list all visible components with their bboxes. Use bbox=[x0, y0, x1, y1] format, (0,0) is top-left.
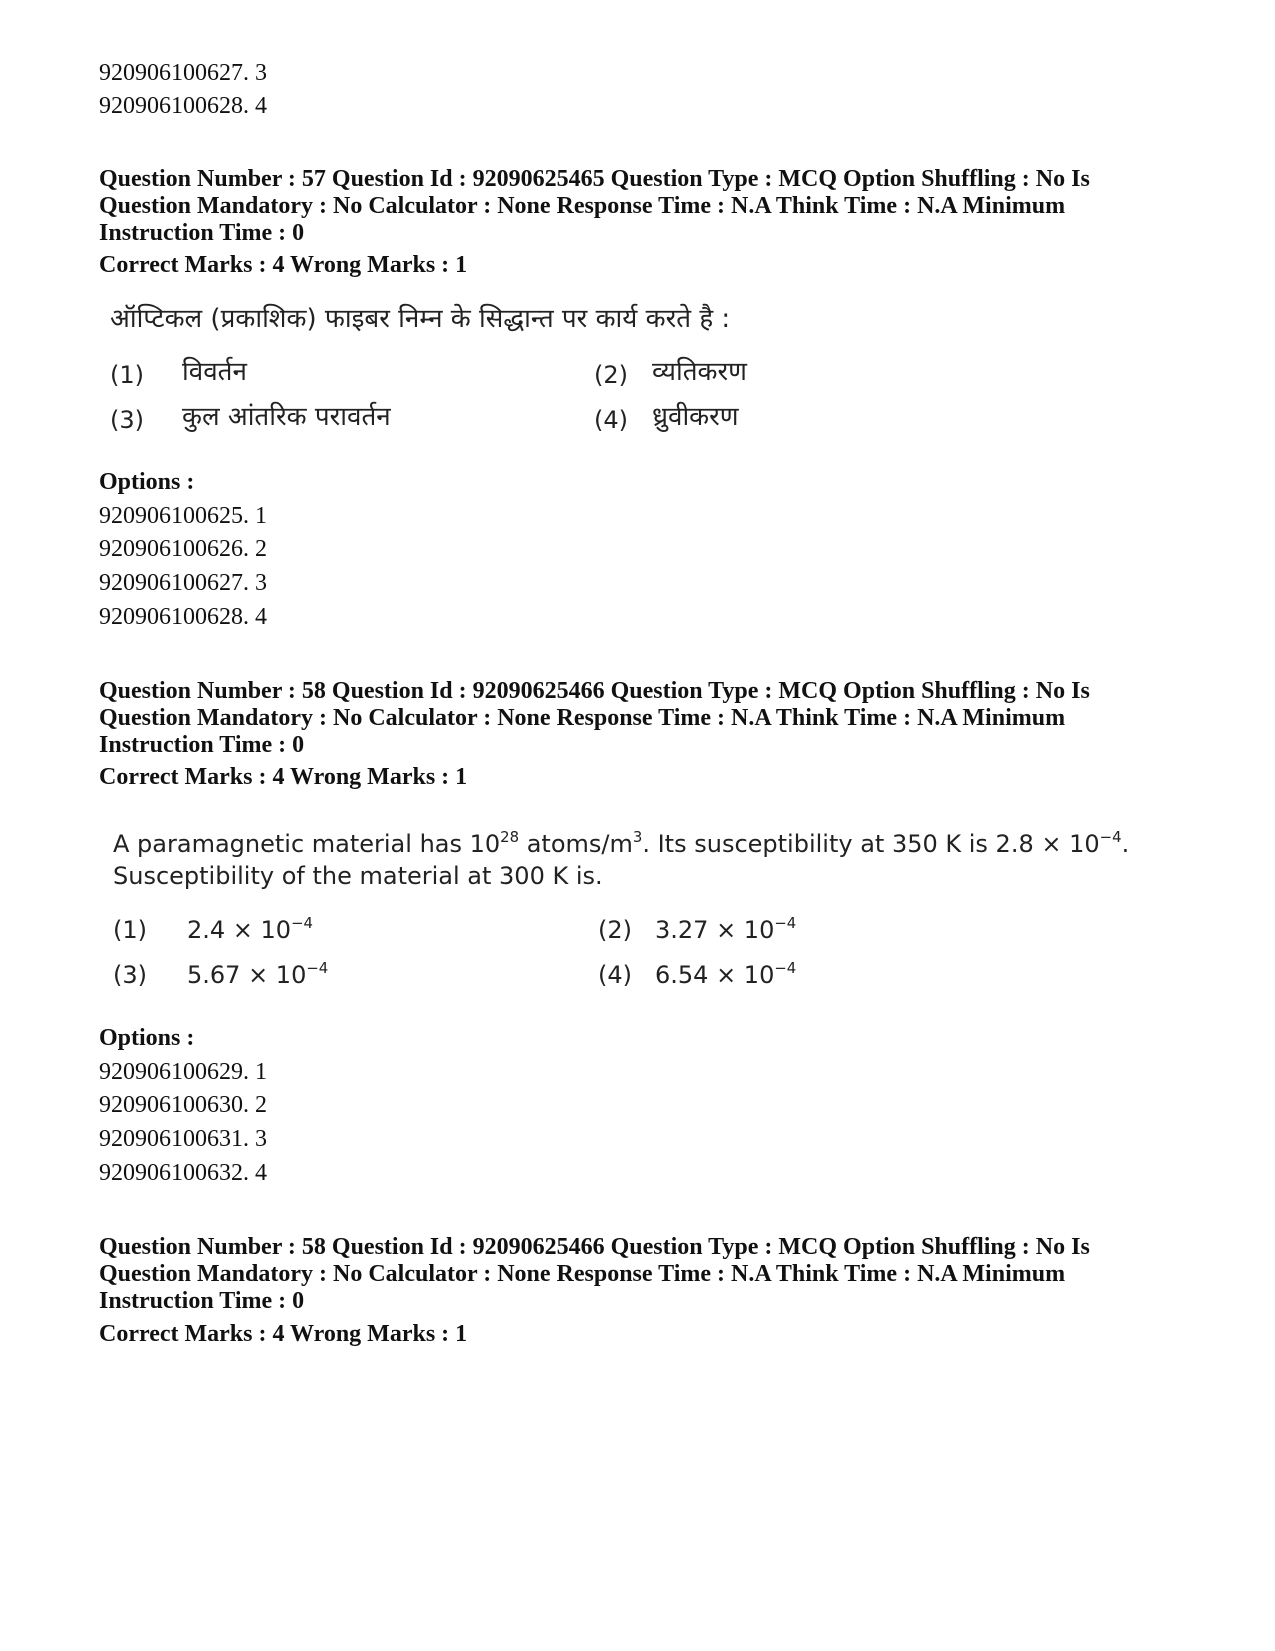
question-58-line1-pre: A paramagnetic material has 10 bbox=[113, 830, 501, 858]
option-line: 920906100626. 2 bbox=[99, 536, 267, 562]
question-57-meta-line3: Instruction Time : 0 bbox=[99, 220, 305, 246]
option-line: 920906100630. 2 bbox=[99, 1092, 267, 1118]
exponent: 3 bbox=[632, 827, 643, 846]
exponent: −4 bbox=[774, 958, 797, 977]
choice-number: (4) bbox=[598, 961, 632, 989]
question-58-line1-post: . Its susceptibility at 350 K is 2.8 × 10 bbox=[642, 830, 1100, 858]
question-58-meta-line2: Question Mandatory : No Calculator : None Response Time : N.A Think Time : N.A Minimum bbox=[99, 705, 1066, 731]
question-58-marks: Correct Marks : 4 Wrong Marks : 1 bbox=[99, 764, 468, 790]
option-line: 920906100627. 3 bbox=[99, 570, 267, 596]
choice-number: (1) bbox=[113, 916, 147, 944]
question-58-meta-line3: Instruction Time : 0 bbox=[99, 732, 305, 758]
choice-base: 2.4 × 10 bbox=[187, 916, 292, 944]
choice-text: ध्रुवीकरण bbox=[652, 402, 739, 432]
options-label: Options : bbox=[99, 1025, 195, 1051]
choice-math bbox=[655, 959, 796, 991]
question-57-text: ऑप्टिकल (प्रकाशिक) फाइबर निम्न के सिद्धान्त पर कार्य करते है : bbox=[110, 304, 731, 334]
choice-math bbox=[187, 914, 313, 946]
option-line: 920906100625. 1 bbox=[99, 503, 267, 529]
choice-number: (3) bbox=[113, 961, 147, 989]
question-58-repeat-meta-line3: Instruction Time : 0 bbox=[99, 1288, 305, 1314]
question-58-repeat-meta-line2: Question Mandatory : No Calculator : None Response Time : N.A Think Time : N.A Minimum bbox=[99, 1261, 1066, 1287]
question-58-line1-mid: atoms/m bbox=[519, 830, 633, 858]
choice-text: व्यतिकरण bbox=[652, 357, 747, 387]
choice-text: विवर्तन bbox=[182, 357, 247, 387]
question-58-line2: Susceptibility of the material at 300 K is. bbox=[113, 862, 603, 890]
choice-number: (2) bbox=[598, 916, 632, 944]
option-line: 920906100628. 4 bbox=[99, 604, 267, 630]
option-line: 920906100632. 4 bbox=[99, 1160, 267, 1186]
question-58-line1 bbox=[113, 829, 1129, 859]
question-58-repeat-meta-line1: Question Number : 58 Question Id : 92090625466 Question Type : MCQ Option Shuffling : No Is bbox=[99, 1234, 1090, 1260]
question-58-repeat-marks: Correct Marks : 4 Wrong Marks : 1 bbox=[99, 1321, 468, 1347]
exponent: 28 bbox=[500, 827, 520, 846]
question-58-meta-line1: Question Number : 58 Question Id : 92090625466 Question Type : MCQ Option Shuffling : No Is bbox=[99, 678, 1090, 704]
question-57-meta-line2: Question Mandatory : No Calculator : None Response Time : N.A Think Time : N.A Minimum bbox=[99, 193, 1066, 219]
choice-number: (4) bbox=[594, 406, 628, 434]
choice-math bbox=[655, 914, 796, 946]
choice-base: 6.54 × 10 bbox=[655, 961, 775, 989]
exponent: −4 bbox=[1099, 827, 1122, 846]
choice-base: 3.27 × 10 bbox=[655, 916, 775, 944]
options-label: Options : bbox=[99, 469, 195, 495]
option-line: 920906100628. 4 bbox=[99, 93, 267, 119]
choice-base: 5.67 × 10 bbox=[187, 961, 307, 989]
question-58-line1-end: . bbox=[1121, 830, 1130, 858]
exponent: −4 bbox=[774, 913, 797, 932]
option-line: 920906100631. 3 bbox=[99, 1126, 267, 1152]
choice-number: (3) bbox=[110, 406, 144, 434]
choice-number: (2) bbox=[594, 361, 628, 389]
choice-number: (1) bbox=[110, 361, 144, 389]
exponent: −4 bbox=[306, 958, 329, 977]
exponent: −4 bbox=[291, 913, 314, 932]
option-line: 920906100627. 3 bbox=[99, 60, 267, 86]
option-line: 920906100629. 1 bbox=[99, 1059, 267, 1085]
choice-math bbox=[187, 959, 328, 991]
choice-text: कुल आंतरिक परावर्तन bbox=[182, 402, 391, 432]
question-57-meta-line1: Question Number : 57 Question Id : 92090625465 Question Type : MCQ Option Shuffling : No Is bbox=[99, 166, 1090, 192]
question-57-marks: Correct Marks : 4 Wrong Marks : 1 bbox=[99, 252, 468, 278]
